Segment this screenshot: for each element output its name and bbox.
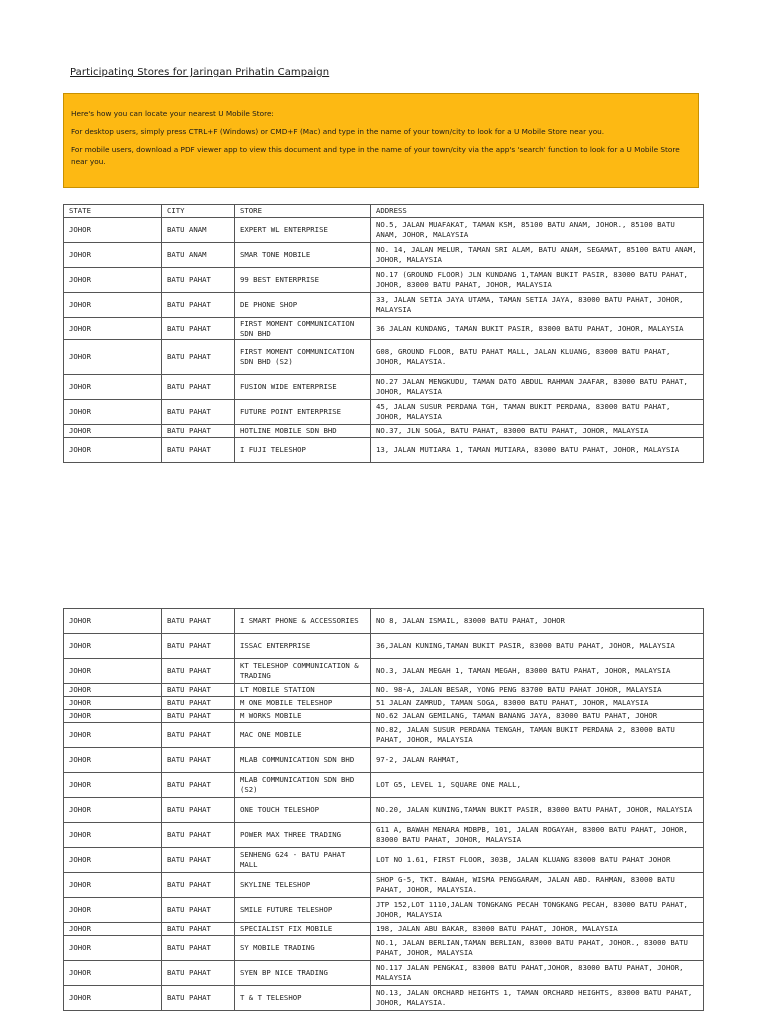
city-cell: BATU PAHAT [162,723,235,748]
instructions-intro: Here's how you can locate your nearest U Mobile Store: [71,109,274,118]
store-cell: MLAB COMMUNICATION SDN BHD (S2) [235,773,371,798]
city-cell: BATU PAHAT [162,293,235,318]
address-cell: NO.82, JALAN SUSUR PERDANA TENGAH, TAMAN BUKIT PERDANA 2, 83000 BATU PAHAT, JOHOR, MALAYSIA [371,723,704,748]
address-cell: JTP 152,LOT 1110,JALAN TONGKANG PECAH TONGKANG PECAH, 83000 BATU PAHAT, JOHOR, MALAYSIA [371,898,704,923]
store-cell: FIRST MOMENT COMMUNICATION SDN BHD (S2) [235,340,371,375]
address-cell: 198, JALAN ABU BAKAR, 83000 BATU PAHAT, JOHOR, MALAYSIA [371,923,704,936]
store-cell: ONE TOUCH TELESHOP [235,798,371,823]
state-cell: JOHOR [64,425,162,438]
address-cell: NO.62 JALAN GEMILANG, TAMAN BANANG JAYA, 83000 BATU PAHAT, JOHOR [371,710,704,723]
instructions-desktop: For desktop users, simply press CTRL+F (Windows) or CMD+F (Mac) and type in the name of your town/city to look for a U Mobile Store near you. [71,127,605,136]
column-header: CITY [162,205,235,218]
address-cell: 36 JALAN KUNDANG, TAMAN BUKIT PASIR, 83000 BATU PAHAT, JOHOR, MALAYSIA [371,318,704,340]
state-cell: JOHOR [64,375,162,400]
state-cell: JOHOR [64,961,162,986]
store-cell: MLAB COMMUNICATION SDN BHD [235,748,371,773]
page-title: Participating Stores for Jaringan Prihatin Campaign [70,67,330,78]
address-cell: NO.3, JALAN MEGAH 1, TAMAN MEGAH, 83000 BATU PAHAT, JOHOR, MALAYSIA [371,659,704,684]
city-cell: BATU ANAM [162,218,235,243]
state-cell: JOHOR [64,873,162,898]
state-cell: JOHOR [64,318,162,340]
state-cell: JOHOR [64,923,162,936]
state-cell: JOHOR [64,634,162,659]
header-row [64,205,704,218]
store-cell: SMILE FUTURE TELESHOP [235,898,371,923]
city-cell: BATU PAHAT [162,848,235,873]
address-cell: SHOP G-5, TKT. BAWAH, WISMA PENGGARAM, JALAN ABD. RAHMAN, 83000 BATU PAHAT, JOHOR, MALAYSIA. [371,873,704,898]
state-cell: JOHOR [64,936,162,961]
city-cell: BATU PAHAT [162,375,235,400]
table-row [64,898,704,923]
city-cell: BATU PAHAT [162,986,235,1011]
address-cell: NO.13, JALAN ORCHARD HEIGHTS 1, TAMAN ORCHARD HEIGHTS, 83000 BATU PAHAT, JOHOR, MALAYSIA. [371,986,704,1011]
state-cell: JOHOR [64,986,162,1011]
address-cell: NO. 14, JALAN MELUR, TAMAN SRI ALAM, BATU ANAM, SEGAMAT, 85100 BATU ANAM, JOHOR, MALAYSIA [371,243,704,268]
address-cell: 45, JALAN SUSUR PERDANA TGH, TAMAN BUKIT PERDANA, 83000 BATU PAHAT, JOHOR, MALAYSIA [371,400,704,425]
city-cell: BATU PAHAT [162,684,235,697]
store-cell: T & T TELESHOP [235,986,371,1011]
table-row [64,375,704,400]
table-row [64,340,704,375]
table-row [64,659,704,684]
column-header: ADDRESS [371,205,704,218]
store-cell: POWER MAX THREE TRADING [235,823,371,848]
table-row [64,986,704,1011]
stores-table-2 [63,608,704,1011]
city-cell: BATU PAHAT [162,798,235,823]
table-row [64,823,704,848]
state-cell: JOHOR [64,823,162,848]
state-cell: JOHOR [64,243,162,268]
table-row [64,798,704,823]
city-cell: BATU PAHAT [162,873,235,898]
store-cell: SKYLINE TELESHOP [235,873,371,898]
city-cell: BATU PAHAT [162,710,235,723]
column-header: STATE [64,205,162,218]
city-cell: BATU PAHAT [162,773,235,798]
city-cell: BATU PAHAT [162,425,235,438]
address-cell: 33, JALAN SETIA JAYA UTAMA, TAMAN SETIA JAYA, 83000 BATU PAHAT, JOHOR, MALAYSIA [371,293,704,318]
table-row [64,848,704,873]
store-cell: M WORKS MOBILE [235,710,371,723]
instructions-box [63,93,699,188]
address-cell: LOT G5, LEVEL 1, SQUARE ONE MALL, [371,773,704,798]
city-cell: BATU PAHAT [162,634,235,659]
table-row [64,609,704,634]
address-cell: G11 A, BAWAH MENARA MDBPB, 101, JALAN ROGAYAH, 83000 BATU PAHAT, JOHOR, 83000 BATU PAHAT, JOHOR, MALAYSIA [371,823,704,848]
city-cell: BATU PAHAT [162,268,235,293]
column-header: STORE [235,205,371,218]
address-cell: 13, JALAN MUTIARA 1, TAMAN MUTIARA, 83000 BATU PAHAT, JOHOR, MALAYSIA [371,438,704,463]
table-row [64,438,704,463]
store-cell: FUSION WIDE ENTERPRISE [235,375,371,400]
state-cell: JOHOR [64,438,162,463]
table-row [64,936,704,961]
city-cell: BATU PAHAT [162,609,235,634]
store-cell: MAC ONE MOBILE [235,723,371,748]
address-cell: 51 JALAN ZAMRUD, TAMAN SOGA, 83000 BATU PAHAT, JOHOR, MALAYSIA [371,697,704,710]
city-cell: BATU ANAM [162,243,235,268]
state-cell: JOHOR [64,773,162,798]
address-cell: NO 8, JALAN ISMAIL, 83000 BATU PAHAT, JOHOR [371,609,704,634]
city-cell: BATU PAHAT [162,961,235,986]
city-cell: BATU PAHAT [162,923,235,936]
store-cell: SPECIALIST FIX MOBILE [235,923,371,936]
state-cell: JOHOR [64,218,162,243]
table-row [64,961,704,986]
address-cell: 36,JALAN KUNING,TAMAN BUKIT PASIR, 83000 BATU PAHAT, JOHOR, MALAYSIA [371,634,704,659]
table-row [64,268,704,293]
city-cell: BATU PAHAT [162,898,235,923]
address-cell: NO.5, JALAN MUAFAKAT, TAMAN KSM, 85100 BATU ANAM, JOHOR., 85100 BATU ANAM, JOHOR, MALAYSIA [371,218,704,243]
state-cell: JOHOR [64,268,162,293]
store-cell: SMAR TONE MOBILE [235,243,371,268]
address-cell: NO.17 (GROUND FLOOR) JLN KUNDANG 1,TAMAN BUKIT PASIR, 83000 BATU PAHAT, JOHOR, 83000 BATU PAHAT, JOHOR, MALAYSIA [371,268,704,293]
store-cell: ISSAC ENTERPRISE [235,634,371,659]
state-cell: JOHOR [64,723,162,748]
table-row [64,684,704,697]
city-cell: BATU PAHAT [162,400,235,425]
table-row [64,748,704,773]
table-row [64,425,704,438]
city-cell: BATU PAHAT [162,659,235,684]
state-cell: JOHOR [64,848,162,873]
address-cell: G08, GROUND FLOOR, BATU PAHAT MALL, JALAN KLUANG, 83000 BATU PAHAT, JOHOR, MALAYSIA. [371,340,704,375]
city-cell: BATU PAHAT [162,697,235,710]
table-row [64,710,704,723]
store-cell: SYEN BP NICE TRADING [235,961,371,986]
state-cell: JOHOR [64,798,162,823]
address-cell: LOT NO 1.61, FIRST FLOOR, 303B, JALAN KLUANG 83000 BATU PAHAT JOHOR [371,848,704,873]
store-cell: M ONE MOBILE TELESHOP [235,697,371,710]
address-cell: NO.37, JLN SOGA, BATU PAHAT, 83000 BATU PAHAT, JOHOR, MALAYSIA [371,425,704,438]
table-row [64,873,704,898]
store-cell: FUTURE POINT ENTERPRISE [235,400,371,425]
state-cell: JOHOR [64,659,162,684]
table-row [64,293,704,318]
store-cell: I SMART PHONE & ACCESSORIES [235,609,371,634]
address-cell: NO.20, JALAN KUNING,TAMAN BUKIT PASIR, 83000 BATU PAHAT, JOHOR, MALAYSIA [371,798,704,823]
table-row [64,723,704,748]
store-cell: HOTLINE MOBILE SDN BHD [235,425,371,438]
state-cell: JOHOR [64,710,162,723]
store-cell: FIRST MOMENT COMMUNICATION SDN BHD [235,318,371,340]
state-cell: JOHOR [64,400,162,425]
table-row [64,318,704,340]
city-cell: BATU PAHAT [162,438,235,463]
state-cell: JOHOR [64,748,162,773]
table-row [64,923,704,936]
state-cell: JOHOR [64,340,162,375]
city-cell: BATU PAHAT [162,748,235,773]
store-cell: SENHENG G24 - BATU PAHAT MALL [235,848,371,873]
address-cell: 97-2, JALAN RAHMAT, [371,748,704,773]
table-row [64,773,704,798]
store-cell: EXPERT WL ENTERPRISE [235,218,371,243]
table-row [64,218,704,243]
table-row [64,243,704,268]
store-cell: DE PHONE SHOP [235,293,371,318]
stores-table-1 [63,204,704,463]
table-row [64,634,704,659]
state-cell: JOHOR [64,684,162,697]
store-cell: LT MOBILE STATION [235,684,371,697]
store-cell: SY MOBILE TRADING [235,936,371,961]
state-cell: JOHOR [64,898,162,923]
city-cell: BATU PAHAT [162,936,235,961]
table-row [64,400,704,425]
state-cell: JOHOR [64,609,162,634]
store-cell: I FUJI TELESHOP [235,438,371,463]
state-cell: JOHOR [64,697,162,710]
store-cell: 99 BEST ENTERPRISE [235,268,371,293]
city-cell: BATU PAHAT [162,823,235,848]
address-cell: NO.1, JALAN BERLIAN,TAMAN BERLIAN, 83000 BATU PAHAT, JOHOR., 83000 BATU PAHAT, JOHOR, MALAYSIA [371,936,704,961]
city-cell: BATU PAHAT [162,318,235,340]
city-cell: BATU PAHAT [162,340,235,375]
instructions-mobile: For mobile users, download a PDF viewer app to view this document and type in the name of your town/city via the app's 'search' function to look for a U Mobile Store near you. [71,145,680,166]
store-cell: KT TELESHOP COMMUNICATION & TRADING [235,659,371,684]
state-cell: JOHOR [64,293,162,318]
address-cell: NO. 98-A, JALAN BESAR, YONG PENG 83700 BATU PAHAT JOHOR, MALAYSIA [371,684,704,697]
address-cell: NO.27 JALAN MENGKUDU, TAMAN DATO ABDUL RAHMAN JAAFAR, 83000 BATU PAHAT, JOHOR, MALAYSIA [371,375,704,400]
address-cell: NO.117 JALAN PENGKAI, 83000 BATU PAHAT,JOHOR, 83000 BATU PAHAT, JOHOR, MALAYSIA [371,961,704,986]
table-row [64,697,704,710]
